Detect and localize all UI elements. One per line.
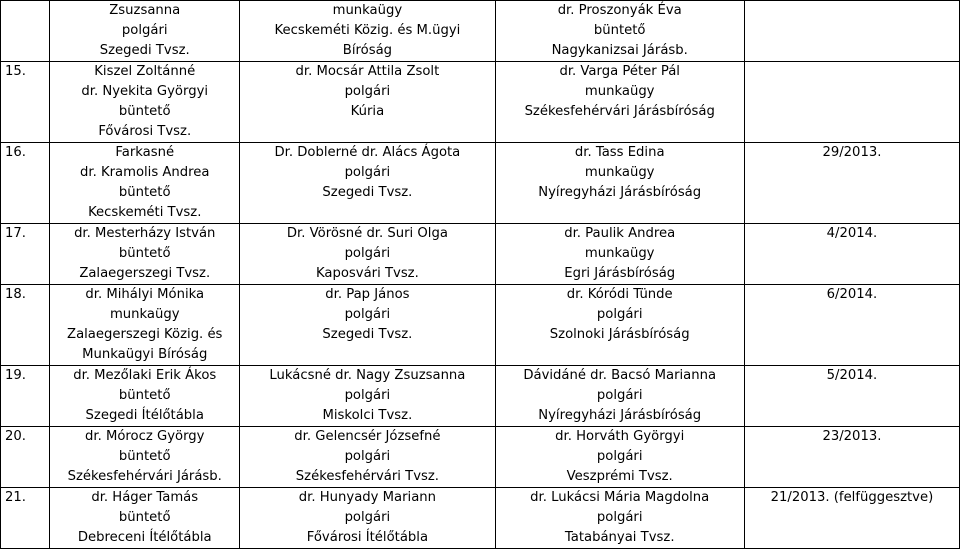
cell-line: polgári xyxy=(596,449,643,464)
cell-line: Székesfehérvári Tvsz. xyxy=(295,469,439,484)
cell-line: Székesfehérvári Járásb. xyxy=(67,469,222,484)
cell-line: dr. Tass Edina xyxy=(574,145,665,160)
cell-c xyxy=(495,427,744,488)
cell-line: 21/2013. (felfüggesztve) xyxy=(770,490,934,505)
cell-line: Dr. Doblerné dr. Alács Ágota xyxy=(274,145,461,160)
cell-d xyxy=(744,285,959,366)
cell-line: Szegedi Tvsz. xyxy=(322,327,413,342)
cell-line: Fővárosi Tvsz. xyxy=(98,124,192,139)
row-number: 17. xyxy=(5,226,26,241)
cell-line: dr. Mihályi Mónika xyxy=(85,287,205,302)
table-row xyxy=(1,1,960,62)
cell-a xyxy=(50,427,240,488)
cell-b xyxy=(240,62,495,143)
cell-line: dr. Horváth Györgyi xyxy=(555,429,685,444)
row-number-cell xyxy=(1,62,50,143)
cell-line: Lukácsné dr. Nagy Zsuzsanna xyxy=(269,368,466,383)
cell-line: Kecskeméti Közig. és M.ügyi xyxy=(274,23,461,38)
cell-line: Kecskeméti Tvsz. xyxy=(88,205,202,220)
cell-a xyxy=(50,143,240,224)
cell-line: dr. Háger Tamás xyxy=(91,490,199,505)
row-number-cell xyxy=(1,285,50,366)
cell-line: Szegedi Tvsz. xyxy=(99,43,190,58)
cell-line: Dávidáné dr. Bacsó Marianna xyxy=(523,368,717,383)
cell-b xyxy=(240,224,495,285)
cell-line: dr. Kramolis Andrea xyxy=(79,165,210,180)
row-number: 19. xyxy=(5,368,26,383)
cell-line: büntető xyxy=(118,246,171,261)
cell-line: büntető xyxy=(118,388,171,403)
cell-line: dr. Mesterházy István xyxy=(74,226,216,241)
cell-line: polgári xyxy=(596,307,643,322)
cell-line: büntető xyxy=(118,449,171,464)
cell-line: polgári xyxy=(596,388,643,403)
cell-line: Nagykanizsai Járásb. xyxy=(551,43,688,58)
row-number: 21. xyxy=(5,490,26,505)
cell-line: Veszprémi Tvsz. xyxy=(566,469,673,484)
cell-line: 6/2014. xyxy=(826,287,878,302)
cell-line: Miskolci Tvsz. xyxy=(322,408,413,423)
cell-line: Zalaegerszegi Tvsz. xyxy=(79,266,211,281)
cell-d xyxy=(744,224,959,285)
row-number-cell xyxy=(1,427,50,488)
cell-line: Egri Járásbíróság xyxy=(564,266,676,281)
table-row xyxy=(1,285,960,366)
cell-line: 4/2014. xyxy=(826,226,878,241)
table-row xyxy=(1,366,960,427)
table-row xyxy=(1,488,960,549)
cell-line: Bíróság xyxy=(342,43,393,58)
cell-line: büntető xyxy=(118,104,171,119)
cell-line: dr. Gelencsér Józsefné xyxy=(294,429,441,444)
cell-line: munkaügy xyxy=(584,165,655,180)
cell-line: Szegedi Tvsz. xyxy=(322,185,413,200)
cell-c xyxy=(495,62,744,143)
cell-b xyxy=(240,1,495,62)
cell-a xyxy=(50,285,240,366)
cell-line: Szegedi Ítélőtábla xyxy=(85,408,204,423)
cell-d xyxy=(744,62,959,143)
cell-d xyxy=(744,143,959,224)
cell-c xyxy=(495,366,744,427)
cell-line: polgári xyxy=(344,165,391,180)
cell-line: polgári xyxy=(344,388,391,403)
cell-line: Debreceni Ítélőtábla xyxy=(77,530,212,545)
cell-line: dr. Mocsár Attila Zsolt xyxy=(295,64,440,79)
cell-line: polgári xyxy=(596,510,643,525)
cell-line: dr. Kóródi Tünde xyxy=(566,287,673,302)
cell-b xyxy=(240,366,495,427)
cell-line: Kiszel Zoltánné xyxy=(94,64,196,79)
cell-line: dr. Lukácsi Mária Magdolna xyxy=(530,490,710,505)
cell-line: Munkaügyi Bíróság xyxy=(82,347,208,362)
cell-line: Szolnoki Járásbíróság xyxy=(549,327,690,342)
cell-line: polgári xyxy=(344,84,391,99)
cell-b xyxy=(240,488,495,549)
cell-line: Fővárosi Ítélőtábla xyxy=(306,530,429,545)
cell-d xyxy=(744,427,959,488)
row-number: 15. xyxy=(5,64,26,79)
cell-line: Nyíregyházi Járásbíróság xyxy=(538,408,702,423)
cell-line: Dr. Vörösné dr. Suri Olga xyxy=(286,226,448,241)
cell-line: Zsuzsanna xyxy=(109,3,181,18)
cell-c xyxy=(495,224,744,285)
cell-a xyxy=(50,1,240,62)
cell-line: 5/2014. xyxy=(826,368,878,383)
cell-a xyxy=(50,224,240,285)
cell-line: 23/2013. xyxy=(822,429,882,444)
row-number-cell xyxy=(1,488,50,549)
cell-line: munkaügy xyxy=(109,307,180,322)
cell-line: dr. Pap János xyxy=(325,287,410,302)
cell-d xyxy=(744,1,959,62)
cell-line: munkaügy xyxy=(584,246,655,261)
cell-c xyxy=(495,1,744,62)
cell-d xyxy=(744,488,959,549)
table-row xyxy=(1,62,960,143)
cell-d xyxy=(744,366,959,427)
cell-b xyxy=(240,143,495,224)
cell-line: Nyíregyházi Járásbíróság xyxy=(538,185,702,200)
cell-b xyxy=(240,427,495,488)
cell-line: 29/2013. xyxy=(822,145,882,160)
cell-line: dr. Nyekita Györgyi xyxy=(81,84,209,99)
row-number-cell xyxy=(1,143,50,224)
cell-line: Tatabányai Tvsz. xyxy=(564,530,675,545)
cell-c xyxy=(495,285,744,366)
table-body xyxy=(1,1,960,549)
table-row xyxy=(1,427,960,488)
row-number-cell xyxy=(1,224,50,285)
cell-line: munkaügy xyxy=(332,3,403,18)
cell-line: polgári xyxy=(344,510,391,525)
cell-c xyxy=(495,488,744,549)
cell-line: büntető xyxy=(593,23,646,38)
cell-a xyxy=(50,366,240,427)
cell-line: büntető xyxy=(118,510,171,525)
cell-line: munkaügy xyxy=(584,84,655,99)
cell-line: polgári xyxy=(121,23,168,38)
row-number: 16. xyxy=(5,145,26,160)
cell-line: dr. Hunyady Mariann xyxy=(298,490,436,505)
cell-line: dr. Mezőlaki Erik Ákos xyxy=(73,368,217,383)
cell-line: polgári xyxy=(344,449,391,464)
cell-line: polgári xyxy=(344,307,391,322)
row-number: 20. xyxy=(5,429,26,444)
cell-line: Zalaegerszegi Közig. és xyxy=(67,327,223,342)
row-number-cell xyxy=(1,366,50,427)
cell-line: Farkasné xyxy=(115,145,175,160)
cell-line: Kaposvári Tvsz. xyxy=(315,266,419,281)
cell-line: dr. Varga Péter Pál xyxy=(559,64,680,79)
row-number-cell xyxy=(1,1,50,62)
cell-c xyxy=(495,143,744,224)
cell-line: dr. Mórocz György xyxy=(85,429,205,444)
cell-line: büntető xyxy=(118,185,171,200)
row-number: 18. xyxy=(5,287,26,302)
cell-line: dr. Proszonyák Éva xyxy=(557,3,682,18)
cell-line: polgári xyxy=(344,246,391,261)
table-row xyxy=(1,143,960,224)
cell-line: dr. Paulik Andrea xyxy=(564,226,676,241)
table-row xyxy=(1,224,960,285)
cell-a xyxy=(50,62,240,143)
cell-line: Kúria xyxy=(350,104,385,119)
cell-b xyxy=(240,285,495,366)
cell-a xyxy=(50,488,240,549)
cell-line: Székesfehérvári Járásbíróság xyxy=(524,104,715,119)
